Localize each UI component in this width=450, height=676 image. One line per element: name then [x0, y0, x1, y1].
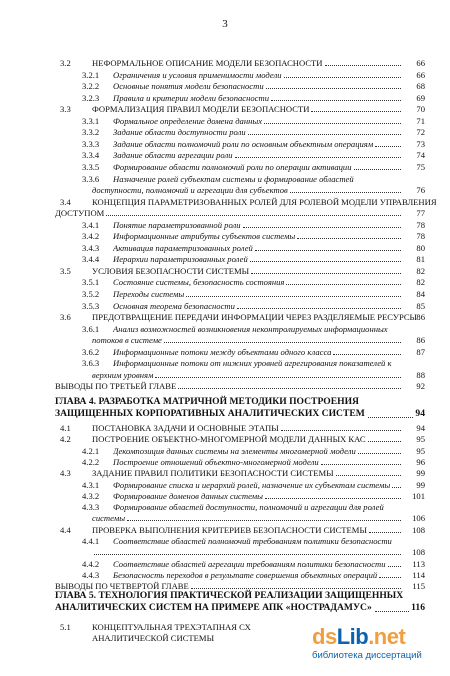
leader-dots — [127, 513, 401, 521]
leader-dots — [271, 93, 401, 101]
toc-entry-number: 3.5.3 — [82, 300, 100, 311]
toc-entry-title: Ограничения и условия применимости модели — [113, 69, 282, 80]
toc-entry-page: 75 — [416, 161, 425, 172]
leader-dots — [321, 457, 401, 465]
toc-entry-title: АНАЛИТИЧЕСКОЙ СИСТЕМЫ — [92, 633, 215, 643]
toc-entry-page: 77 — [416, 208, 425, 219]
toc-entry-page: 86 — [416, 335, 425, 346]
page-number: 3 — [222, 18, 228, 30]
chapter-title-line: АНАЛИТИЧЕСКИХ СИСТЕМ НА ПРИМЕРЕ АПК «НОСТРАДАМУС» — [55, 601, 372, 613]
leader-dots — [368, 410, 413, 418]
toc-entry-title: Формирование списка и иерархий ролей, назначение их субъектам системы — [113, 479, 391, 490]
toc-entry-page: 86 — [416, 312, 425, 323]
leader-dots — [354, 162, 401, 170]
toc-entry-page: 108 — [412, 524, 425, 535]
toc-entry-title: ВЫВОДЫ ПО ЧЕТВЕРТОЙ ГЛАВЕ — [55, 581, 189, 592]
dslib-subtitle: библиотека диссертаций — [312, 650, 422, 661]
leader-dots — [325, 58, 401, 66]
toc-entry-page: 66 — [416, 58, 425, 68]
leader-dots — [333, 347, 401, 355]
leader-dots — [379, 570, 401, 578]
leader-dots — [265, 491, 401, 499]
toc-entry-number: 4.4.3 — [82, 569, 100, 580]
toc-entry-title: Понятие параметризованной роли — [113, 219, 241, 230]
toc-entry-title: УСЛОВИЯ БЕЗОПАСНОСТИ СИСТЕМЫ — [92, 265, 250, 276]
toc-entry-page: 95 — [416, 434, 425, 445]
toc-entry-page: 68 — [416, 81, 425, 92]
leader-dots — [164, 335, 401, 343]
leader-dots — [388, 559, 401, 567]
toc-entry-title: Иерархии параметризованных ролей — [113, 254, 248, 265]
toc-entry-number: 4.3.2 — [82, 490, 100, 501]
toc-entry-number: 3.6.3 — [82, 358, 100, 369]
leader-dots — [235, 150, 401, 158]
toc-entry-title: ЗАДАНИЕ ПРАВИЛ ПОЛИТИКИ БЕЗОПАСНОСТИ СИСТЕМЫ — [92, 468, 334, 479]
toc-entry-number: 3.6.2 — [82, 346, 100, 357]
toc-entry-number: 3.5.1 — [82, 277, 100, 288]
toc-entry-title: НЕФОРМАЛЬНОЕ ОПИСАНИЕ МОДЕЛИ БЕЗОПАСНОСТИ — [92, 58, 323, 68]
toc-entry-title: ВЫВОДЫ ПО ТРЕТЬЕЙ ГЛАВЕ — [55, 381, 177, 392]
leader-dots — [286, 277, 401, 285]
toc-entry-number: 4.3.3 — [82, 502, 100, 513]
toc-entry-number: 3.2.2 — [82, 81, 100, 92]
toc-entry-title: Активация параметризованных ролей — [113, 242, 253, 253]
toc-entry-number: 4.2.1 — [82, 445, 100, 456]
toc-entry-page: 114 — [412, 569, 425, 580]
toc-entry-page: 84 — [416, 289, 425, 299]
leader-dots — [336, 468, 401, 476]
chapter-title-line: ЗАЩИЩЕННЫХ КОРПОРАТИВНЫХ АНАЛИТИЧЕСКИХ СИСТЕМ — [55, 407, 365, 419]
toc-entry-number: 3.3 — [60, 104, 71, 115]
toc-entry-page: 108 — [412, 547, 425, 558]
toc-entry-number: 3.2.1 — [82, 69, 100, 80]
toc-entry-number: 4.2.2 — [82, 456, 100, 467]
leader-dots — [266, 81, 401, 89]
toc-entry-title: верхним уровням — [92, 369, 154, 380]
toc-entry-title: Анализ возможностей возникновения неконтролируемых информационных — [113, 323, 388, 334]
chapter-title-line: ГЛАВА 4. РАЗРАБОТКА МАТРИЧНОЙ МЕТОДИКИ ПОСТРОЕНИЯ — [55, 396, 359, 407]
toc-entry-number: 3.6 — [60, 312, 71, 323]
toc-entry-title: Задание области агрегации роли — [113, 150, 233, 161]
leader-dots — [392, 480, 401, 488]
toc-entry-number: 4.3 — [60, 468, 71, 479]
toc-entry-number: 4.4.2 — [82, 558, 100, 569]
toc-entry-title: потоков в системе — [92, 335, 162, 346]
leader-dots — [178, 381, 401, 389]
toc-entry-title: Переходы системы — [113, 289, 185, 299]
toc-entry-number: 3.2 — [60, 58, 71, 68]
leader-dots — [94, 547, 401, 555]
toc-entry-title: системы — [92, 513, 126, 524]
leader-dots — [311, 104, 401, 112]
toc-entry-page: 82 — [416, 277, 425, 288]
toc-entry-title: Основные понятия модели безопасности — [113, 81, 264, 92]
toc-entry-number: 3.4 — [60, 196, 71, 207]
dslib-logo: dsLib.net — [312, 624, 406, 649]
toc-entry-title: Информационные атрибуты субъектов системы — [113, 231, 296, 242]
toc-entry-page: 115 — [412, 581, 425, 592]
leader-dots — [243, 220, 401, 228]
toc-entry-page: 113 — [412, 558, 425, 569]
leader-dots — [284, 70, 401, 78]
toc-entry-number: 3.3.4 — [82, 150, 100, 161]
toc-entry-page: 76 — [416, 185, 425, 196]
toc-entry-page: 82 — [416, 265, 425, 276]
toc-entry-page: 72 — [416, 127, 425, 138]
toc-entry-title: Задание области доступности роли — [113, 127, 246, 138]
toc-entry-page: 71 — [416, 115, 425, 126]
toc-entry-title: Состояние системы, безопасность состояния — [113, 277, 285, 288]
toc-entry-page: 70 — [416, 104, 425, 115]
toc-entry-page: 69 — [416, 92, 425, 103]
toc-entry-number: 3.3.2 — [82, 127, 100, 138]
toc-entry-page: 74 — [416, 150, 425, 161]
toc-entry-title: Формирование доменов данных системы — [113, 490, 263, 501]
toc-entry-page: 78 — [416, 231, 425, 242]
leader-dots — [155, 370, 401, 378]
toc-entry-title: Правила и критерии модели безопасности — [113, 92, 270, 103]
toc-entry-title: Основная теорема безопасности — [113, 300, 235, 311]
leader-dots — [191, 581, 401, 589]
leader-dots — [368, 434, 401, 442]
toc-entry-title: КОНЦЕПЦИЯ ПАРАМЕТРИЗОВАННЫХ РОЛЕЙ ДЛЯ РОЛЕВОЙ МОДЕЛИ УПРАВЛЕНИЯ — [92, 196, 437, 207]
toc-entry-number: 4.4 — [60, 524, 71, 535]
toc-entry-number: 5.1 — [60, 622, 71, 632]
leader-dots — [375, 139, 401, 147]
toc-entry-number: 3.3.1 — [82, 115, 100, 126]
toc-entry-page: 99 — [416, 468, 425, 479]
toc-entry-number: 3.5.2 — [82, 289, 100, 299]
toc-entry-title: ПРЕДОТВРАЩЕНИЕ ПЕРЕДАЧИ ИНФОРМАЦИИ ЧЕРЕЗ РАЗДЕЛЯЕМЫЕ РЕСУРСЫ — [92, 312, 418, 323]
leader-dots — [290, 185, 401, 193]
chapter-title-line: ГЛАВА 5. ТЕХНОЛОГИЯ ПРАКТИЧЕСКОЙ РЕАЛИЗАЦИИ ЗАЩИЩЕННЫХ — [55, 590, 404, 601]
toc-entry-title: Назначение ролей субъектам системы и формирование областей — [113, 173, 354, 184]
leader-dots — [251, 266, 401, 274]
leader-dots — [297, 231, 401, 239]
chapter-4-heading — [55, 396, 425, 419]
toc-entry-number: 3.4.1 — [82, 219, 100, 230]
toc-entry-number: 4.2 — [60, 434, 71, 445]
toc-entry-title: доступности, полномочий и агрегации для субъектов — [92, 185, 288, 196]
toc-entry-title: Соответствие областей агрегации требованиям политики безопасности — [113, 558, 386, 569]
toc-entry-title: Информационные потоки от нижних уровней агрегирования показателей к — [113, 358, 392, 369]
toc-entry-title: Формальное определение домена данных — [113, 115, 263, 126]
toc-entry-page: 85 — [416, 300, 425, 311]
toc-entry-page: 94 — [416, 423, 425, 433]
toc-entry-number: 3.4.3 — [82, 242, 100, 253]
toc-entry-title: Соответствие областей полномочий требованиям политики безопасности — [113, 536, 392, 546]
leader-dots — [186, 289, 401, 297]
toc-entry-page: 78 — [416, 219, 425, 230]
toc-entry-number: 3.4.2 — [82, 231, 100, 242]
toc-entry-number: 3.5 — [60, 265, 71, 276]
toc-entry-title: Информационные потоки между объектами одного класса — [113, 346, 332, 357]
toc-entry-number: 4.4.1 — [82, 536, 100, 546]
toc-entry-number: 4.3.1 — [82, 479, 100, 490]
toc-entry-page: 92 — [416, 381, 425, 392]
toc-entry-page: 101 — [412, 490, 425, 501]
toc-entry-page: 88 — [416, 369, 425, 380]
toc-entry-number: 4.1 — [60, 423, 71, 433]
toc-entry-title: Формирование областей доступности, полномочий и агрегации для ролей — [113, 502, 384, 513]
toc-entry-number: 3.3.6 — [82, 173, 100, 184]
leader-dots — [375, 604, 409, 612]
toc-entry-title: ФОРМАЛИЗАЦИЯ ПРАВИЛ МОДЕЛИ БЕЗОПАСНОСТИ — [92, 104, 310, 115]
leader-dots — [369, 525, 401, 533]
toc-entry-page: 99 — [416, 479, 425, 490]
toc-entry-title: ПОСТРОЕНИЕ ОБЪЕКТНО-МНОГОМЕРНОЙ МОДЕЛИ ДАННЫХ КАС — [92, 434, 366, 445]
toc-entry-page: 80 — [416, 242, 425, 253]
leader-dots — [264, 116, 401, 124]
toc-entry-title: Построение отношений объектно-многомерной модели — [113, 456, 319, 467]
toc-entry-number: 3.6.1 — [82, 323, 100, 334]
leader-dots — [281, 423, 401, 431]
toc-entry-number: 3.2.3 — [82, 92, 100, 103]
toc-entry-title: Задание области полномочий роли по основным объектным операциям — [113, 138, 374, 149]
toc-entry-title: Безопасность переходов в результате совершения объектных операций — [113, 569, 378, 580]
toc-entry-page: 95 — [416, 445, 425, 456]
toc-entry-number: 3.3.5 — [82, 161, 100, 172]
leader-dots — [255, 243, 401, 251]
toc-entry-title: Декомпозиция данных системы на элементы многомерной модели — [113, 445, 356, 456]
toc-entry-number: 3.4.4 — [82, 254, 100, 265]
chapter-page: 116 — [411, 601, 425, 613]
toc-entry-title: ПОСТАНОВКА ЗАДАЧИ И ОСНОВНЫЕ ЭТАПЫ — [92, 423, 279, 433]
dslib-watermark[interactable] — [312, 624, 440, 666]
toc-entry-number: 3.3.3 — [82, 138, 100, 149]
toc-entry-page: 96 — [416, 456, 425, 467]
leader-dots — [358, 446, 401, 454]
toc-entry-title: ПРОВЕРКА ВЫПОЛНЕНИЯ КРИТЕРИЕВ БЕЗОПАСНОСТИ СИСТЕМЫ — [92, 524, 367, 535]
toc-entry-title: Формирование области полномочий роли по операции активации — [113, 161, 352, 172]
toc-entry-title: ДОСТУПОМ — [55, 208, 105, 219]
toc-entry-page: 106 — [412, 513, 425, 524]
leader-dots — [250, 254, 401, 262]
toc-entry-page: 87 — [416, 346, 425, 357]
leader-dots — [106, 208, 401, 216]
leader-dots — [237, 301, 401, 309]
leader-dots — [248, 127, 401, 135]
toc-entry-title: КОНЦЕПТУАЛЬНАЯ ТРЕХЭТАПНАЯ СХ — [92, 622, 251, 632]
toc-entry-page: 66 — [416, 69, 425, 80]
chapter-5-heading — [55, 590, 425, 613]
toc-entry-page: 73 — [416, 138, 425, 149]
chapter-page: 94 — [415, 407, 425, 419]
toc-entry-page: 81 — [416, 254, 425, 265]
